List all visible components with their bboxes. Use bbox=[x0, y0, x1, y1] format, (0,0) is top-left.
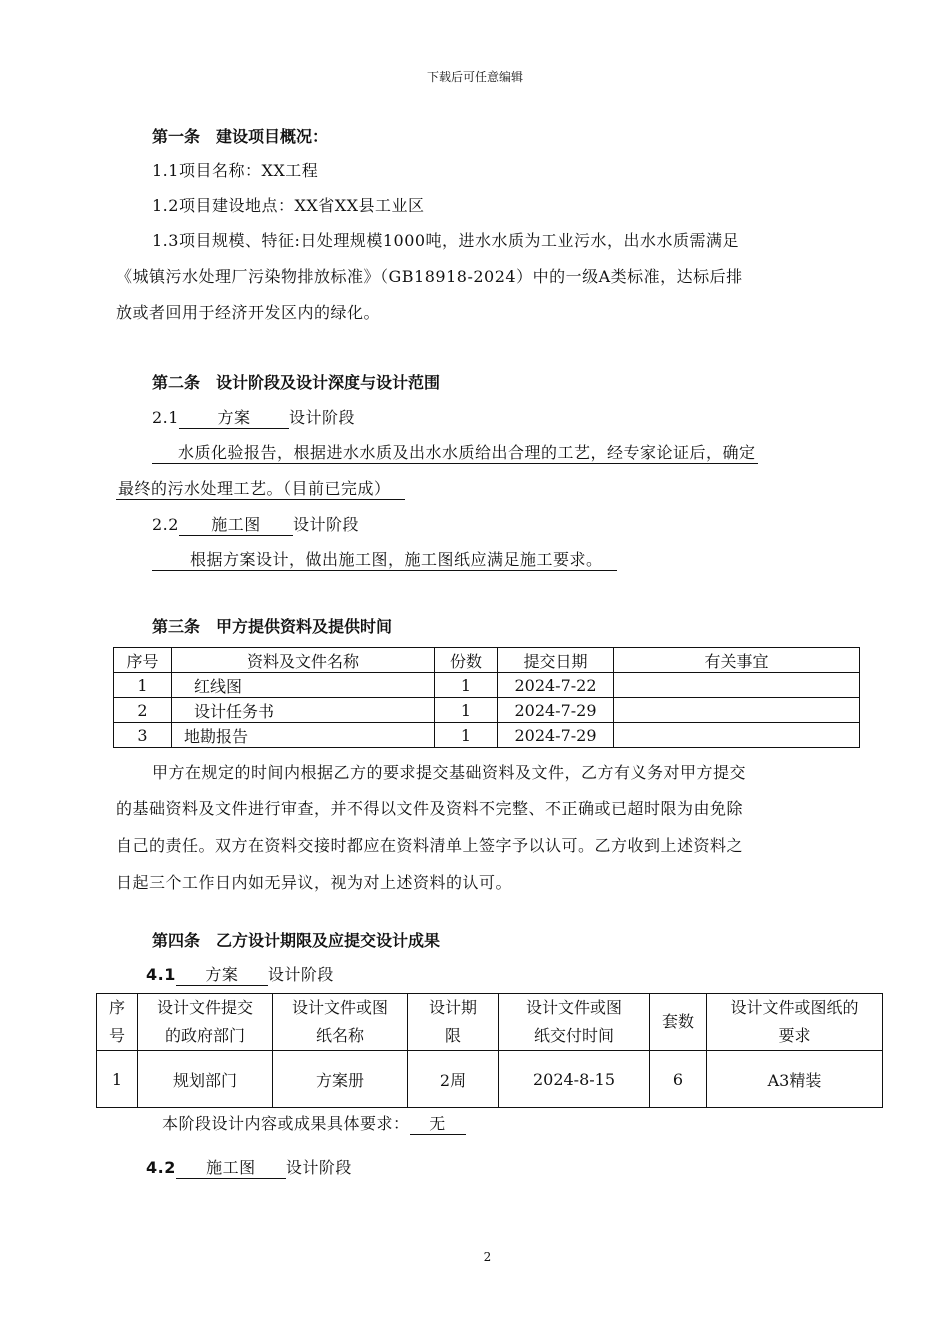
header-cell: 有关事宜 bbox=[614, 648, 860, 673]
materials-paragraph-line-4: 日起三个工作日内如无异议，视为对上述资料的认可。 bbox=[116, 873, 513, 892]
table-cell: 方案册 bbox=[273, 1051, 408, 1108]
table-cell: 1 bbox=[435, 723, 498, 748]
table-cell: 地勘报告 bbox=[172, 723, 435, 748]
materials-paragraph-line-1: 甲方在规定的时间内根据乙方的要求提交基础资料及文件，乙方有义务对甲方提交 bbox=[152, 763, 747, 782]
stage-2-1-desc-a: 水质化验报告，根据进水水质及出水水质给出合理的工艺，经专家论证后，确定 bbox=[152, 440, 758, 464]
project-scale-line-3: 放或者回用于经济开发区内的绿化。 bbox=[116, 303, 381, 322]
header-cell: 资料及文件名称 bbox=[172, 648, 435, 673]
article-3-title: 第三条 甲方提供资料及提供时间 bbox=[152, 617, 393, 636]
materials-paragraph-line-3: 自己的责任。双方在资料交接时都应在资料清单上签字予以认可。乙方收到上述资料之 bbox=[116, 836, 744, 855]
page-number: 2 bbox=[483, 1250, 492, 1264]
table-cell bbox=[614, 673, 860, 698]
stage-4-1-suffix: 设计阶段 bbox=[267, 965, 334, 984]
stage-2-1-desc-b: 最终的污水处理工艺。（目前已完成） bbox=[116, 476, 405, 500]
materials-table-header bbox=[114, 648, 860, 673]
table-cell: 1 bbox=[435, 673, 498, 698]
table-row bbox=[114, 723, 860, 748]
table-row bbox=[114, 698, 860, 723]
table-cell: 1 bbox=[114, 673, 172, 698]
header-cell: 设计文件提交 的政府部门 bbox=[138, 994, 273, 1051]
stage-2-1-desc-line-2 bbox=[116, 476, 405, 500]
requirements-value: 无 bbox=[410, 1111, 466, 1135]
stage-2-2 bbox=[152, 512, 359, 536]
header-cell: 套数 bbox=[650, 994, 707, 1051]
deliverables-table-header bbox=[97, 994, 883, 1051]
stage-2-2-prefix: 2.2 bbox=[152, 515, 179, 534]
stage-4-2-prefix: 4.2 bbox=[146, 1158, 176, 1177]
stage-2-1 bbox=[152, 405, 355, 429]
stage-4-2 bbox=[146, 1155, 352, 1179]
materials-paragraph-line-2: 的基础资料及文件进行审查，并不得以文件及资料不完整、不正确或已超时限为由免除 bbox=[116, 799, 744, 818]
table-cell bbox=[614, 698, 860, 723]
project-scale-line-2: 《城镇污水处理厂污染物排放标准》（GB18918-2024）中的一级A类标准，达标后排 bbox=[116, 267, 743, 286]
page-header: 下载后可任意编辑 bbox=[426, 70, 523, 84]
table-cell: 2 bbox=[114, 698, 172, 723]
stage-4-1 bbox=[146, 962, 334, 986]
stage-2-2-suffix: 设计阶段 bbox=[292, 515, 359, 534]
article-1-title: 第一条 建设项目概况： bbox=[152, 127, 329, 146]
table-cell: 3 bbox=[114, 723, 172, 748]
table-cell: 2024-7-29 bbox=[498, 723, 614, 748]
header-cell: 序 号 bbox=[97, 994, 138, 1051]
stage-4-1-prefix: 4.1 bbox=[146, 965, 176, 984]
table-cell: 红线图 bbox=[172, 673, 435, 698]
table-cell: 2024-8-15 bbox=[499, 1051, 650, 1108]
stage-4-1-name: 方案 bbox=[176, 962, 268, 986]
stage-4-2-suffix: 设计阶段 bbox=[285, 1158, 352, 1177]
table-cell: 设计任务书 bbox=[172, 698, 435, 723]
deliverables-table bbox=[96, 993, 883, 1108]
table-cell: 规划部门 bbox=[138, 1051, 273, 1108]
article-4-title: 第四条 乙方设计期限及应提交设计成果 bbox=[152, 931, 441, 950]
header-cell: 提交日期 bbox=[498, 648, 614, 673]
project-scale-line-1: 1.3项目规模、特征:日处理规模1000吨，进水水质为工业污水，出水水质需满足 bbox=[152, 231, 740, 250]
table-cell: 2周 bbox=[408, 1051, 499, 1108]
table-row bbox=[97, 1051, 883, 1108]
table-cell: A3精装 bbox=[707, 1051, 883, 1108]
project-location: 1.2项目建设地点：XX省XX县工业区 bbox=[152, 196, 425, 215]
stage-2-1-name: 方案 bbox=[179, 405, 289, 429]
header-cell: 设计文件或图 纸交付时间 bbox=[499, 994, 650, 1051]
project-name: 1.1项目名称：XX工程 bbox=[152, 161, 319, 180]
table-cell bbox=[614, 723, 860, 748]
stage-2-2-desc: 根据方案设计，做出施工图，施工图纸应满足施工要求。 bbox=[152, 547, 617, 571]
stage-2-2-desc-line bbox=[152, 547, 617, 571]
table-cell: 1 bbox=[97, 1051, 138, 1108]
stage-2-1-suffix: 设计阶段 bbox=[288, 408, 355, 427]
requirements-label: 本阶段设计内容或成果具体要求： bbox=[162, 1114, 410, 1133]
table-row bbox=[114, 673, 860, 698]
table-cell: 6 bbox=[650, 1051, 707, 1108]
stage-4-2-name: 施工图 bbox=[176, 1155, 286, 1179]
table-cell: 2024-7-29 bbox=[498, 698, 614, 723]
stage-2-2-name: 施工图 bbox=[179, 512, 293, 536]
stage-4-1-requirements bbox=[162, 1111, 466, 1135]
stage-2-1-desc-line-1 bbox=[152, 440, 758, 464]
header-cell: 设计期 限 bbox=[408, 994, 499, 1051]
table-cell: 1 bbox=[435, 698, 498, 723]
article-2-title: 第二条 设计阶段及设计深度与设计范围 bbox=[152, 373, 441, 392]
header-cell: 设计文件或图纸的 要求 bbox=[707, 994, 883, 1051]
header-cell: 设计文件或图 纸名称 bbox=[273, 994, 408, 1051]
header-cell: 序号 bbox=[114, 648, 172, 673]
table-cell: 2024-7-22 bbox=[498, 673, 614, 698]
materials-table bbox=[113, 647, 860, 748]
header-cell: 份数 bbox=[435, 648, 498, 673]
stage-2-1-prefix: 2.1 bbox=[152, 408, 179, 427]
